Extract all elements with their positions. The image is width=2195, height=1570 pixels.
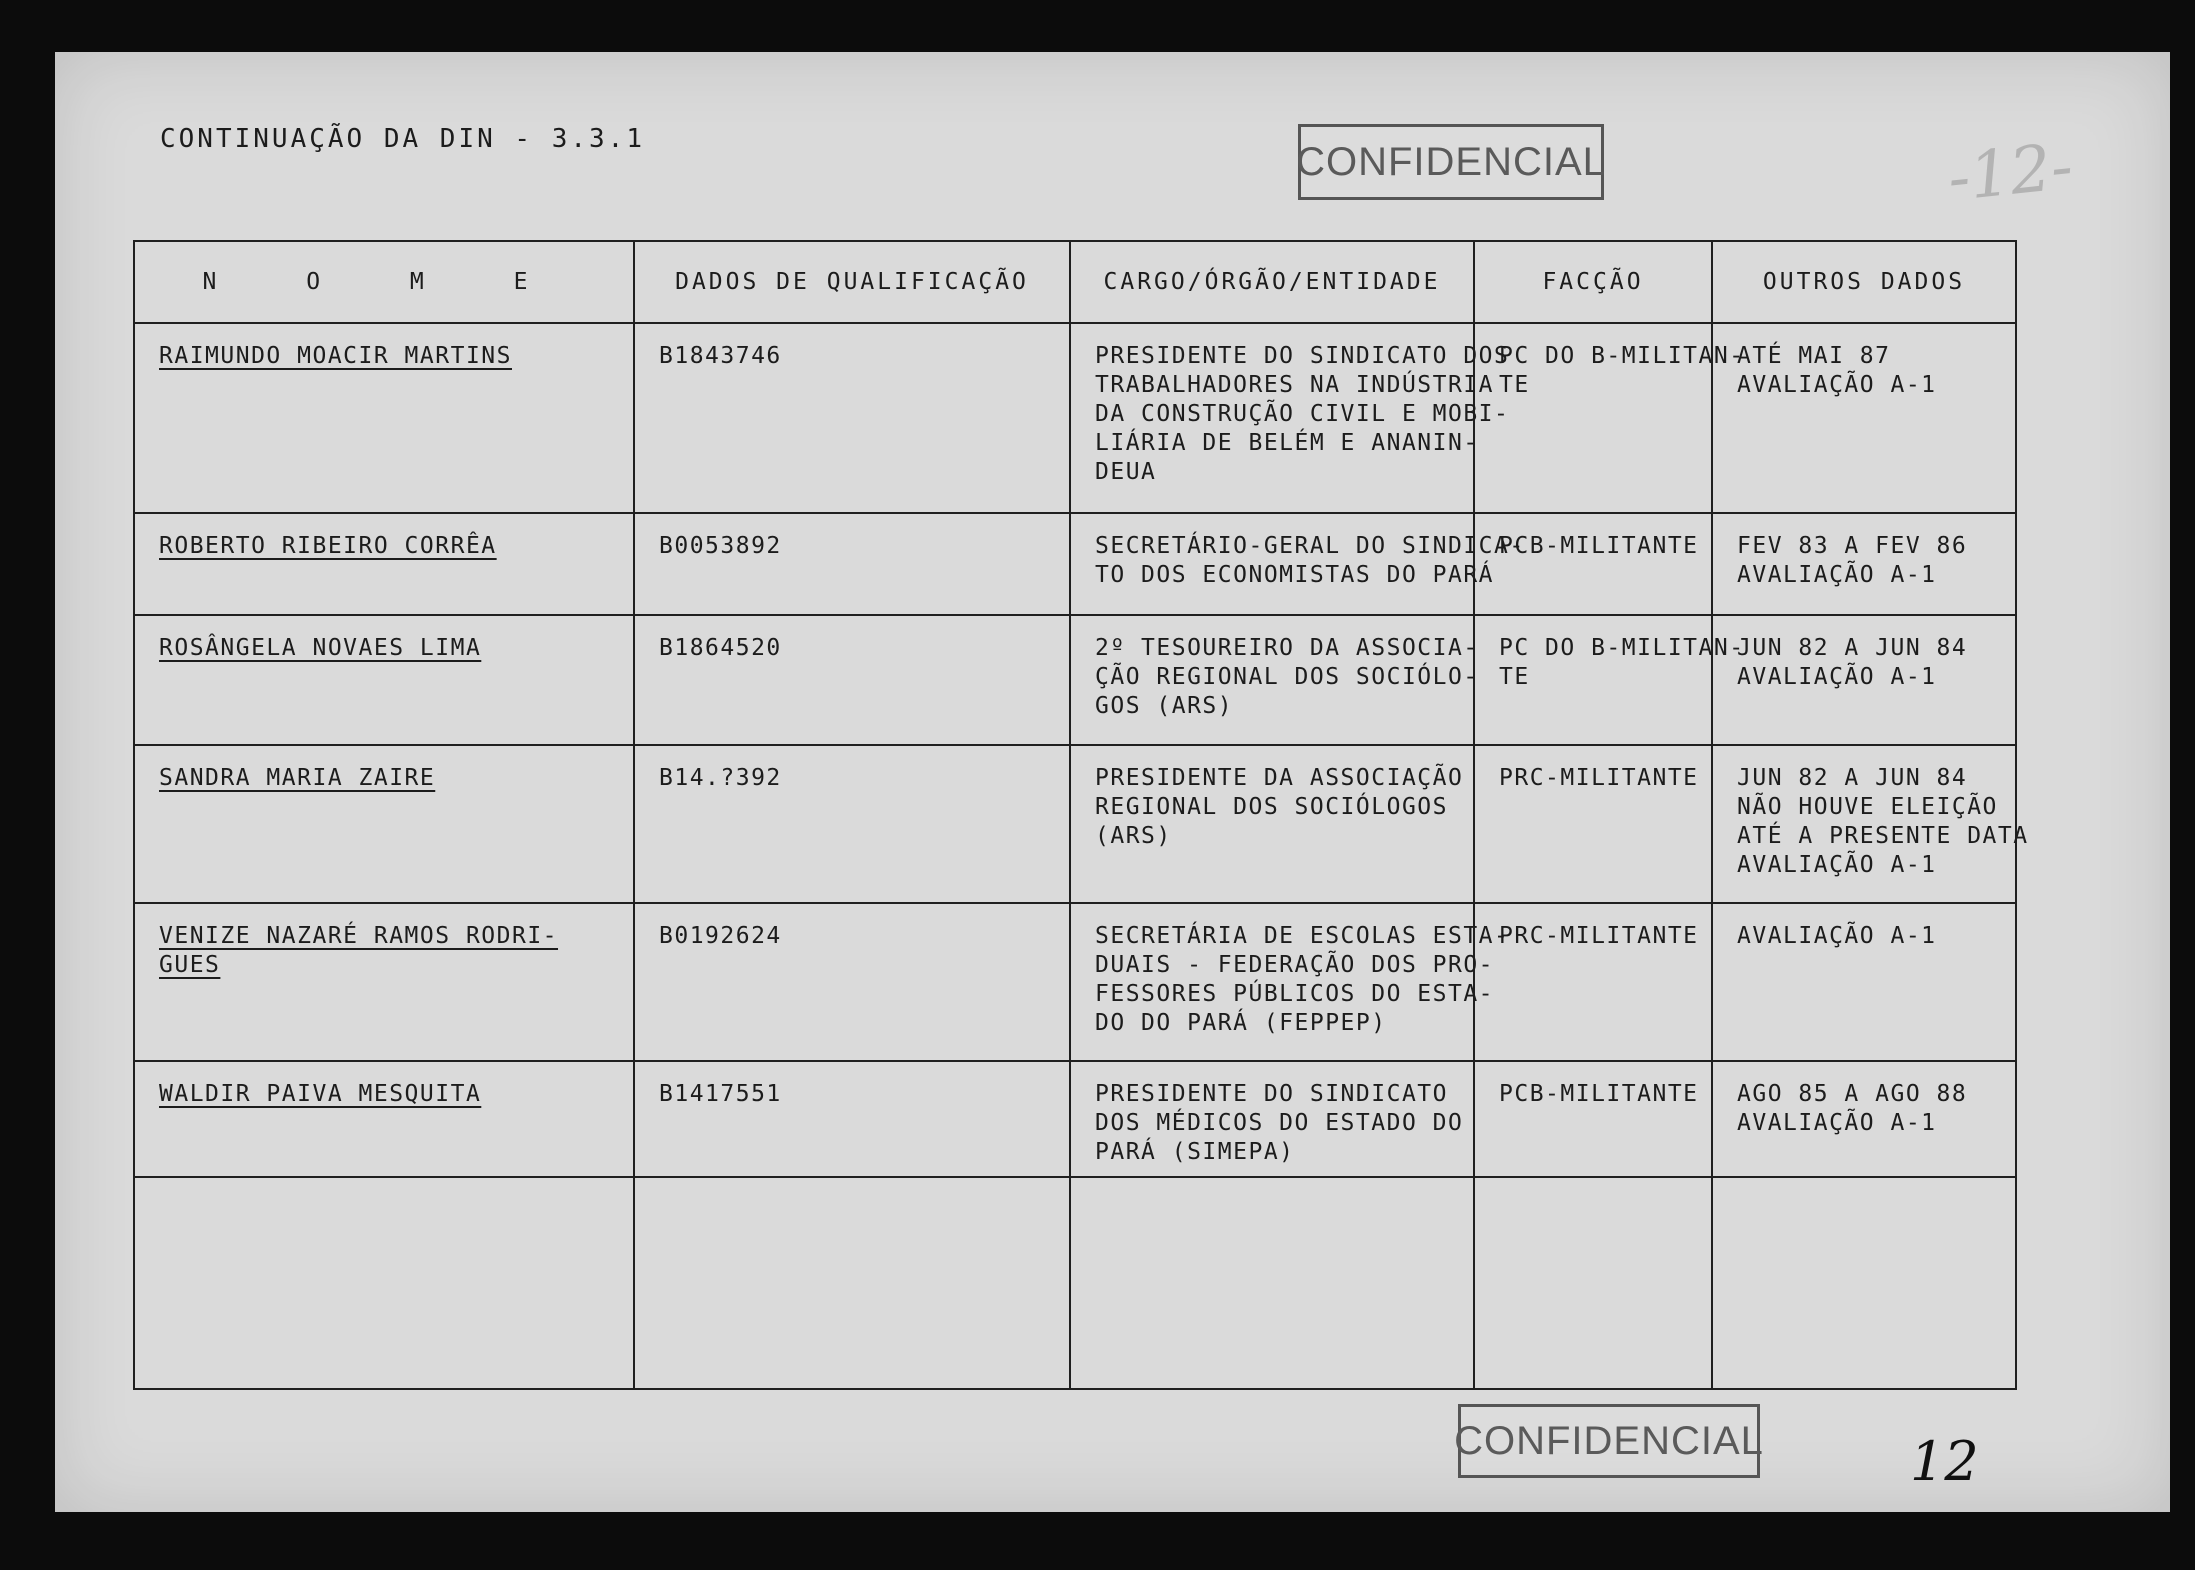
cell-empty: [634, 1177, 1070, 1389]
cell-outros: FEV 83 A FEV 86 AVALIAÇÃO A-1: [1712, 513, 2016, 615]
cell-faccao: PRC-MILITANTE: [1474, 745, 1712, 903]
cell-qualificacao: B1417551: [634, 1061, 1070, 1177]
confidential-stamp-top: CONFIDENCIAL: [1298, 124, 1604, 200]
cell-outros: AVALIAÇÃO A-1: [1712, 903, 2016, 1061]
header-qualificacao: DADOS DE QUALIFICAÇÃO: [634, 241, 1070, 323]
header-outros: OUTROS DADOS: [1712, 241, 2016, 323]
cell-cargo: PRESIDENTE DO SINDICATO DOS TRABALHADORES NA INDÚSTRIA DA CONSTRUÇÃO CIVIL E MOBI- LIÁRIA DE BELÉM E ANANIN- DEUA: [1070, 323, 1474, 513]
cell-cargo: PRESIDENTE DO SINDICATO DOS MÉDICOS DO ESTADO DO PARÁ (SIMEPA): [1070, 1061, 1474, 1177]
cell-empty: [134, 1177, 634, 1389]
cell-cargo: 2º TESOUREIRO DA ASSOCIA- ÇÃO REGIONAL DOS SOCIÓLO- GOS (ARS): [1070, 615, 1474, 745]
confidential-stamp-bottom: CONFIDENCIAL: [1458, 1404, 1760, 1478]
cell-nome: WALDIR PAIVA MESQUITA: [134, 1061, 634, 1177]
cell-empty: [1070, 1177, 1474, 1389]
table-row: [134, 745, 2016, 903]
cell-nome: ROSÂNGELA NOVAES LIMA: [134, 615, 634, 745]
cell-nome: RAIMUNDO MOACIR MARTINS: [134, 323, 634, 513]
cell-outros: JUN 82 A JUN 84 AVALIAÇÃO A-1: [1712, 615, 2016, 745]
cell-qualificacao: B1864520: [634, 615, 1070, 745]
cell-empty: [1474, 1177, 1712, 1389]
header-nome: N O M E: [134, 241, 634, 323]
header-faccao: FACÇÃO: [1474, 241, 1712, 323]
cell-outros: AGO 85 A AGO 88 AVALIAÇÃO A-1: [1712, 1061, 2016, 1177]
table-row: [134, 513, 2016, 615]
cell-qualificacao: B14.?392: [634, 745, 1070, 903]
page-number-mark-bottom: 12: [1910, 1430, 1979, 1493]
records-table: [133, 240, 2029, 1390]
cell-cargo: SECRETÁRIO-GERAL DO SINDICA- TO DOS ECONOMISTAS DO PARÁ: [1070, 513, 1474, 615]
header-cargo: CARGO/ÓRGÃO/ENTIDADE: [1070, 241, 1474, 323]
cell-nome: VENIZE NAZARÉ RAMOS RODRI- GUES: [134, 903, 634, 1061]
cell-nome: SANDRA MARIA ZAIRE: [134, 745, 634, 903]
page-number-mark-top: -12-: [1944, 129, 2077, 217]
cell-qualificacao: B0192624: [634, 903, 1070, 1061]
cell-cargo: PRESIDENTE DA ASSOCIAÇÃO REGIONAL DOS SOCIÓLOGOS (ARS): [1070, 745, 1474, 903]
cell-outros: ATÉ MAI 87 AVALIAÇÃO A-1: [1712, 323, 2016, 513]
cell-faccao: PCB-MILITANTE: [1474, 513, 1712, 615]
cell-qualificacao: B0053892: [634, 513, 1070, 615]
table-row: [134, 615, 2016, 745]
cell-faccao: PRC-MILITANTE: [1474, 903, 1712, 1061]
cell-outros: JUN 82 A JUN 84 NÃO HOUVE ELEIÇÃO ATÉ A PRESENTE DATA AVALIAÇÃO A-1: [1712, 745, 2016, 903]
document-header: CONTINUAÇÃO DA DIN - 3.3.1: [160, 124, 645, 154]
cell-faccao: PC DO B-MILITAN- TE: [1474, 615, 1712, 745]
table-row: [134, 903, 2016, 1061]
cell-faccao: PC DO B-MILITAN- TE: [1474, 323, 1712, 513]
cell-faccao: PCB-MILITANTE: [1474, 1061, 1712, 1177]
table-header-row: [134, 241, 2016, 323]
cell-empty: [1712, 1177, 2016, 1389]
table-row-empty: [134, 1177, 2016, 1389]
cell-qualificacao: B1843746: [634, 323, 1070, 513]
table-row: [134, 1061, 2016, 1177]
cell-nome: ROBERTO RIBEIRO CORRÊA: [134, 513, 634, 615]
cell-cargo: SECRETÁRIA DE ESCOLAS ESTA- DUAIS - FEDERAÇÃO DOS PRO- FESSORES PÚBLICOS DO ESTA- DO DO PARÁ (FEPPEP): [1070, 903, 1474, 1061]
table-row: [134, 323, 2016, 513]
